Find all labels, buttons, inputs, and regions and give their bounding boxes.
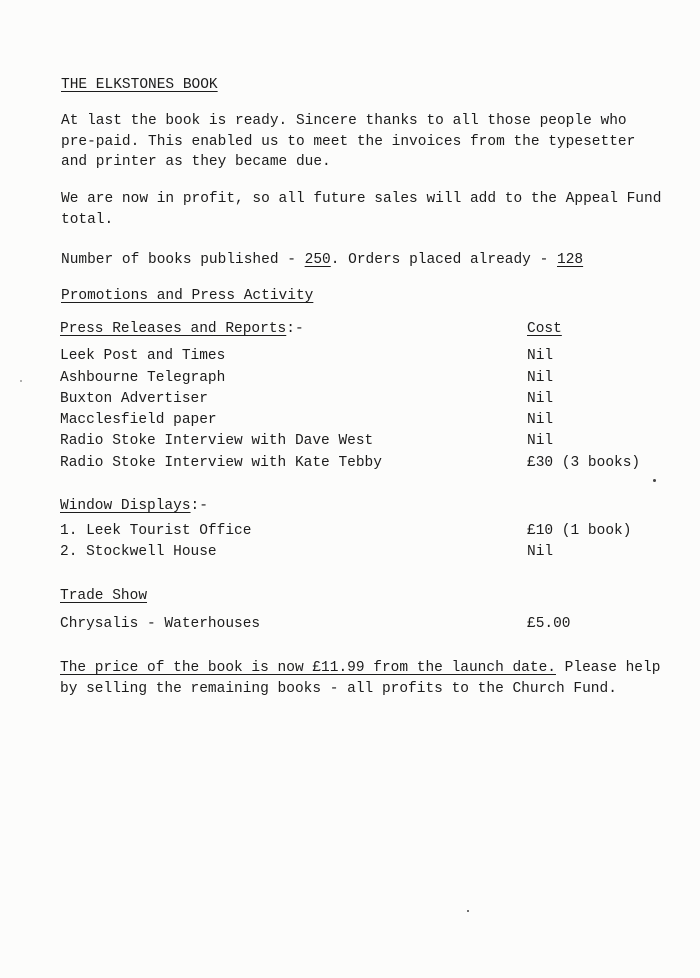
orders-label: Orders placed already - [348,252,557,268]
cost-header: Cost [527,321,562,337]
press-heading-suffix: :- [286,321,304,337]
paragraph-2-line-1: We are now in profit, so all future sales will add to the Appeal Fund [61,191,662,207]
trade-row-cost: £5.00 [527,616,571,632]
press-row [60,433,650,453]
press-row-label: Ashbourne Telegraph [60,370,226,386]
trade-row [60,616,650,636]
window-row [60,544,650,564]
press-row-cost: Nil [527,412,554,428]
press-row-label: Macclesfield paper [60,412,217,428]
press-row-label: Leek Post and Times [60,348,226,364]
closing-line-1-rest: Please help [555,660,661,676]
price-statement: The price of the book is now £11.99 from the launch date. [60,660,556,676]
window-row [60,523,650,543]
paper-speck [20,380,22,382]
press-row [60,412,650,432]
press-row-cost: Nil [527,433,554,449]
published-value: 250 [304,252,331,268]
press-row-label: Radio Stoke Interview with Dave West [60,433,374,449]
press-heading-text: Press Releases and Reports [60,321,287,337]
promotions-heading: Promotions and Press Activity [61,288,314,304]
window-heading-suffix: :- [190,498,208,514]
press-row-label: Buxton Advertiser [60,391,208,407]
closing-line-2: by selling the remaining books - all profits to the Church Fund. [60,681,617,697]
press-row-cost: Nil [527,348,554,364]
paragraph-1-line-1: At last the book is ready. Sincere thanks to all those people who [61,113,627,129]
window-heading [60,498,208,514]
trade-header-row [60,588,650,608]
paragraph-2-line-2: total. [61,212,114,228]
trade-heading: Trade Show [60,588,148,604]
press-row [60,455,650,475]
window-row-label: 1. Leek Tourist Office [60,523,252,539]
window-row-label: 2. Stockwell House [60,544,217,560]
closing-line-1 [60,658,660,678]
window-row-cost: £10 (1 book) [527,523,632,539]
paragraph-1-line-2: pre-paid. This enabled us to meet the invoices from the typesetter [61,134,636,150]
window-header-row [60,498,650,518]
orders-value: 128 [557,252,584,268]
count-separator: . [330,252,349,268]
paper-speck [467,910,469,912]
books-count-line [61,250,583,270]
paper-speck [653,479,656,482]
press-row-cost: £30 (3 books) [527,455,641,471]
window-row-cost: Nil [527,544,554,560]
document-heading: THE ELKSTONES BOOK [61,77,218,93]
press-row [60,391,650,411]
press-heading [60,321,304,337]
window-heading-text: Window Displays [60,498,191,514]
press-row [60,348,650,368]
press-row-cost: Nil [527,391,554,407]
press-header-row [60,321,650,341]
paragraph-1-line-3: and printer as they became due. [61,154,331,170]
press-row-label: Radio Stoke Interview with Kate Tebby [60,455,382,471]
press-row-cost: Nil [527,370,554,386]
press-row [60,370,650,390]
published-label: Number of books published - [61,252,305,268]
trade-row-label: Chrysalis - Waterhouses [60,616,261,632]
